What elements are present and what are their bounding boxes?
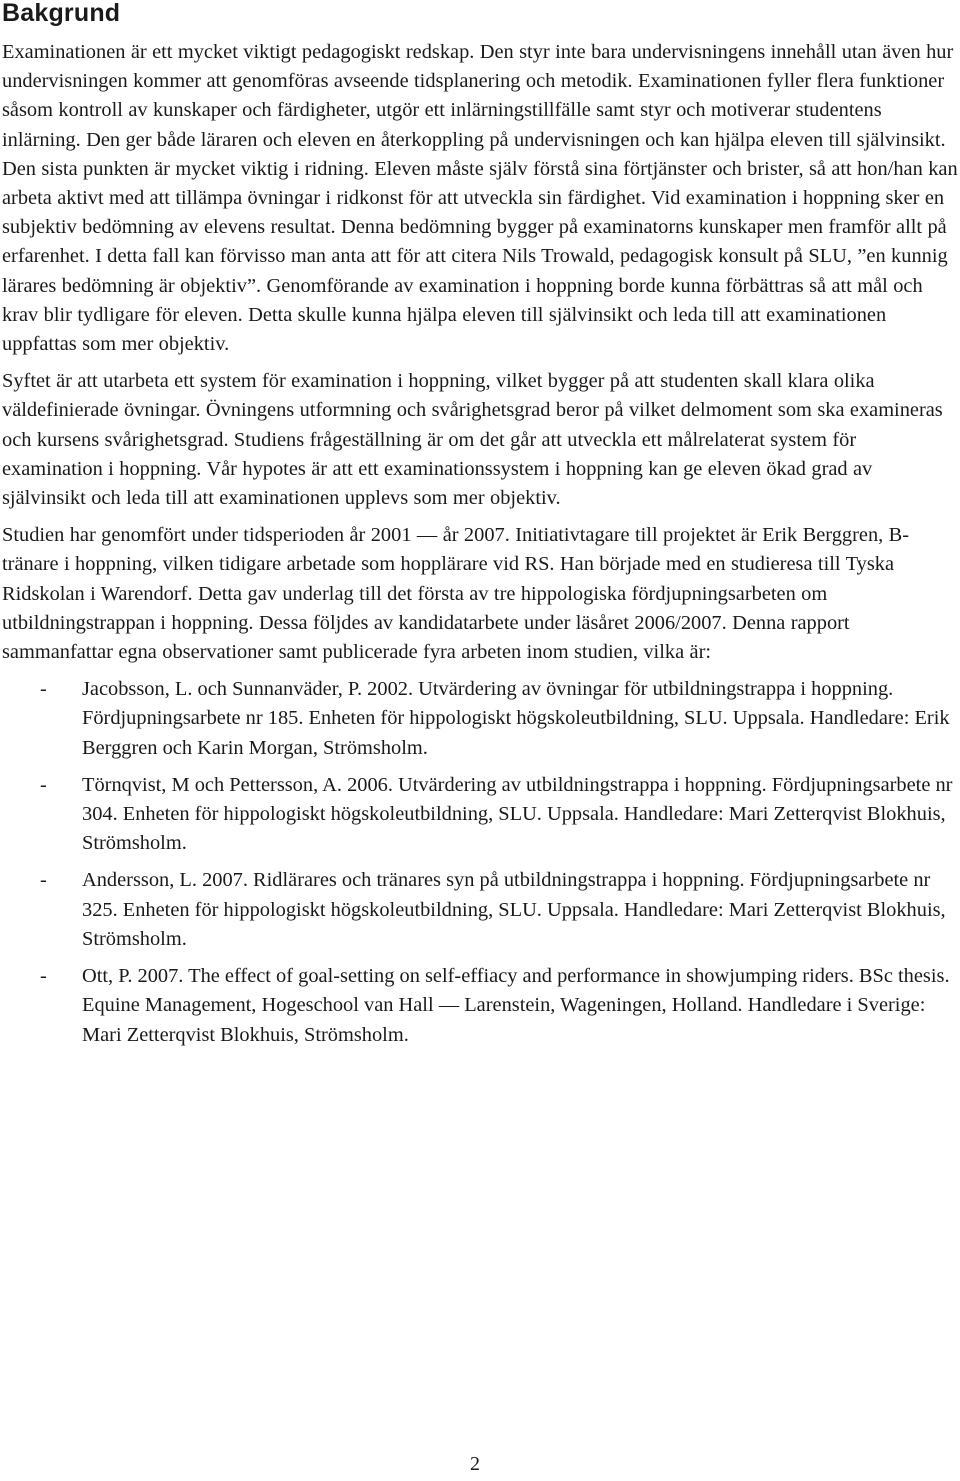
- paragraph-study-period: Studien har genomfört under tidsperioden år 2001 — år 2007. Initiativtagare till projektet är Erik Berggren, B-tränare i hoppning, vilken tidigare arbetade som hopplärare vid RS. Han började med en studieresa till Tyska Ridskolan i Warendorf. Detta gav underlag till det första av tre hippologiska fördjupningsarbeten om utbildningstrappan i hoppning. Dessa följdes av kandidatarbete under läsåret 2006/2007. Denna rapport sammanfattar egna observationer samt publicerade fyra arbeten inom studien, vilka är:: [2, 524, 910, 664]
- list-dash: -: [40, 869, 47, 892]
- reference-text: Andersson, L. 2007. Ridlärares och tränares syn på utbildningstrappa i hoppning. Fördjupningsarbete nr 325. Enheten för hippologiskt högskoleutbildning, SLU. Uppsala. Handledare: Mari Zetterqvist Blokhuis, Strömsholm.: [82, 869, 946, 950]
- reference-text: Jacobsson, L. och Sunnanväder, P. 2002. Utvärdering av övningar för utbildningstrappa i hoppning. Fördjupningsarbete nr 185. Enheten för hippologiskt högskoleutbildning, SLU. Uppsala. Handledare: Erik Berggren och Karin Morgan, Strömsholm.: [82, 678, 950, 759]
- reference-item: [2, 866, 958, 954]
- reference-item: [2, 962, 958, 1050]
- reference-text: Ott, P. 2007. The effect of goal-setting on self-effiacy and performance in showjumping riders. BSc thesis. Equine Management, Hogeschool van Hall — Larenstein, Wageningen, Holland. Handledare i Sverige: Mari Zetterqvist Blokhuis, Strömsholm.: [82, 965, 950, 1046]
- page-number: 2: [470, 1453, 480, 1475]
- reference-item: [2, 675, 958, 763]
- paragraph-background: Examinationen är ett mycket viktigt pedagogiskt redskap. Den styr inte bara undervisningens innehåll utan även hur undervisningen kommer att genomföras avseende tidsplanering och metodik. Examinationen fyller flera funktioner såsom kontroll av kunskaper och färdigheter, utgör ett inlärningstillfälle samt styr och motiverar studentens inlärning. Den ger både läraren och eleven en återkoppling på undervisningen och kan hjälpa eleven till självinsikt. Den sista punkten är mycket viktig i ridning. Eleven måste själv förstå sina förtjänster och brister, så att hon/han kan arbeta aktivt med att tillämpa övningar i ridkonst för att utveckla sin färdighet. Vid examination i hoppning sker en subjektiv bedömning av elevens resultat. Denna bedömning bygger på examinatorns kunskaper men framför allt på erfarenhet. I detta fall kan förvisso man anta att för att citera Nils Trowald, pedagogisk konsult på SLU, ”en kunnig lärares bedömning är objektiv”. Genomförande av examination i hoppning borde kunna förbättras så att mål och krav blir tydligare för eleven. Detta skulle kunna hjälpa eleven till självinsikt och leda till att examinationen uppfattas som mer objektiv.: [2, 41, 958, 356]
- reference-item: [2, 771, 958, 859]
- reference-text: Törnqvist, M och Pettersson, A. 2006. Utvärdering av utbildningstrappa i hoppning. Fördjupningsarbete nr 304. Enheten för hippologiskt högskoleutbildning, SLU. Uppsala. Handledare: Mari Zetterqvist Blokhuis, Strömsholm.: [82, 773, 953, 855]
- paragraph-purpose: Syftet är att utarbeta ett system för examination i hoppning, vilket bygger på att studenten skall klara olika väldefinierade övningar. Övningens utformning och svårighetsgrad beror på vilket delmoment som ska examineras och kursens svårighetsgrad. Studiens frågeställning är om det går att utveckla ett målrelaterat system för examination i hoppning. Vår hypotes är att ett examinationssystem i hoppning kan ge eleven ökad grad av självinsikt och leda till att examinationen upplevs som mer objektiv.: [2, 370, 943, 510]
- list-dash: -: [40, 678, 47, 701]
- list-dash: -: [40, 773, 47, 796]
- section-heading: Bakgrund: [2, 0, 121, 27]
- list-dash: -: [40, 965, 47, 988]
- body-text: [2, 38, 958, 1058]
- reference-list: [2, 675, 958, 1049]
